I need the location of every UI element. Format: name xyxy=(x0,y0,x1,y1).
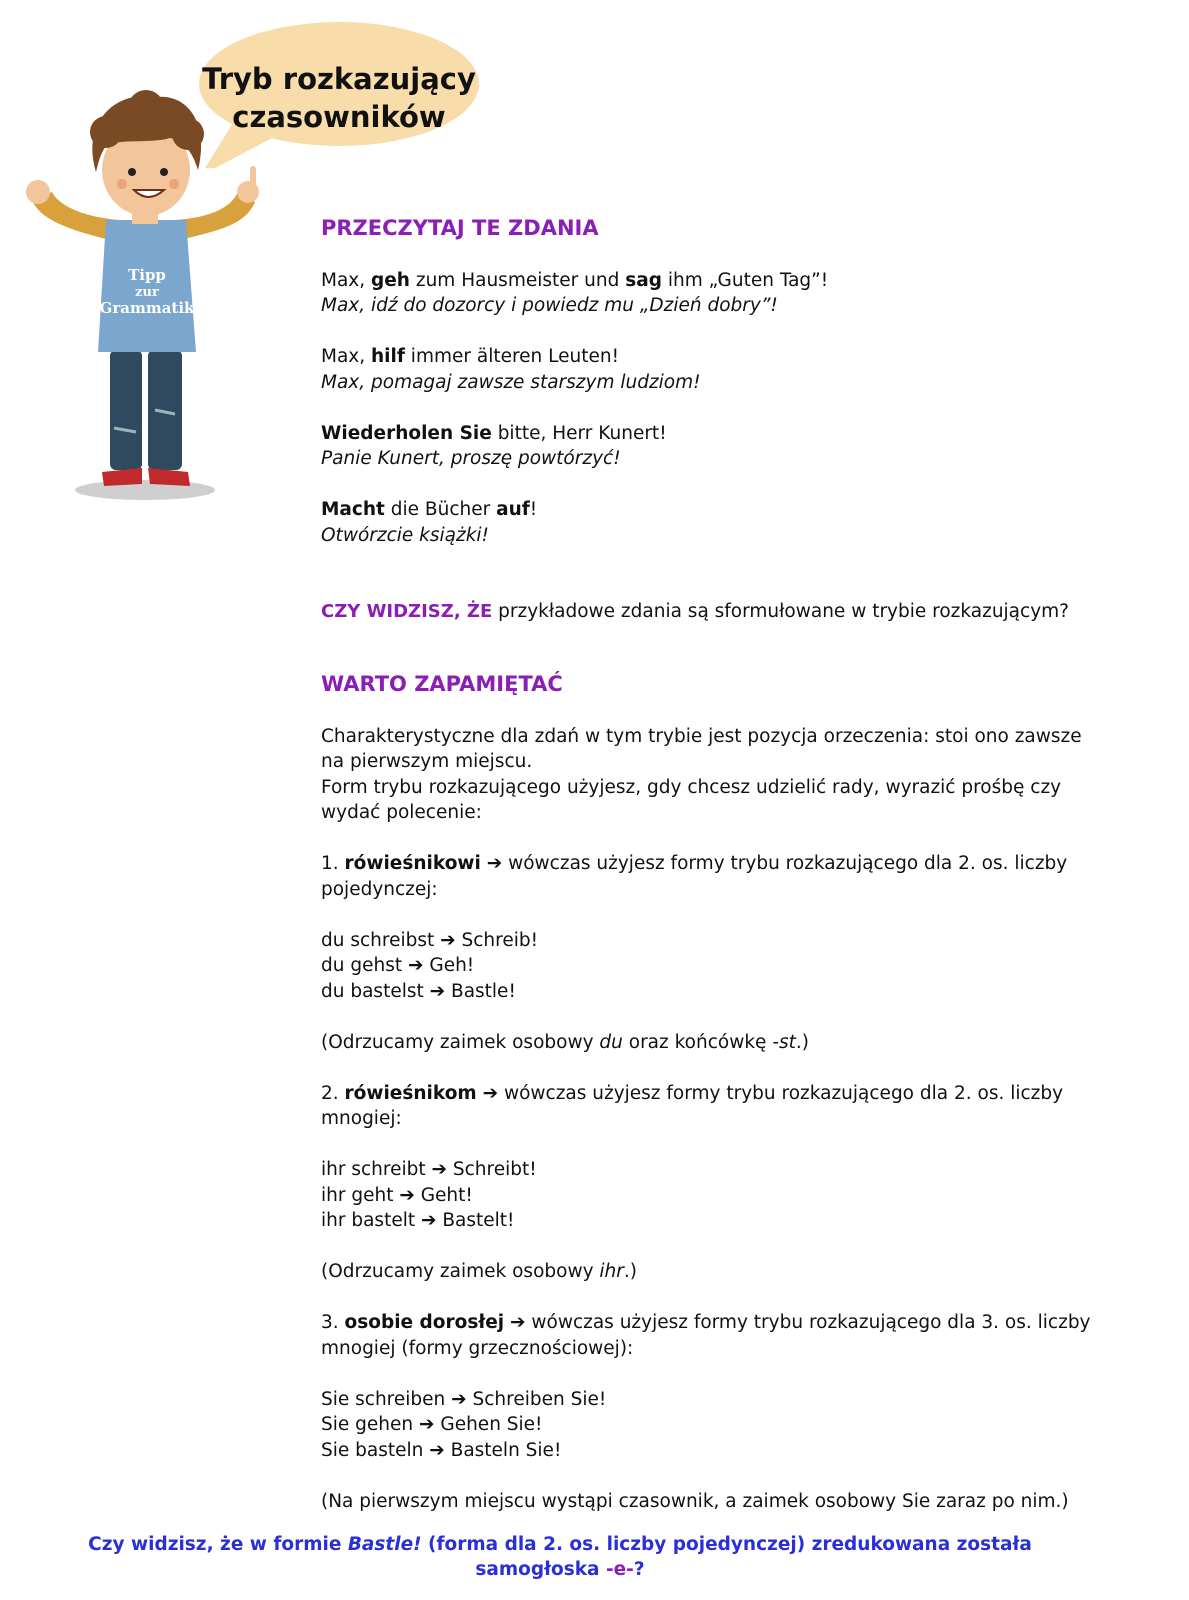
rule-3: 3. osobie dorosłej ➔ wówczas użyjesz formy trybu rozkazującego dla 3. os. liczby xyxy=(321,1312,1091,1333)
rule-3-example: Sie basteln ➔ Basteln Sie! xyxy=(321,1439,562,1461)
footer-line-1: Czy widzisz, że w formie Bastle! (forma dla 2. os. liczby pojedynczej) zredukowana została xyxy=(88,1534,1032,1555)
main-content xyxy=(321,214,1111,1514)
section-heading-remember: WARTO ZAPAMIĘTAĆ xyxy=(321,672,563,696)
example-2: Max, hilf immer älteren Leuten! xyxy=(321,346,620,367)
rule-2-example: ihr geht ➔ Geht! xyxy=(321,1184,473,1206)
example-1: Max, geh zum Hausmeister und sag ihm „Guten Tag”! xyxy=(321,269,829,291)
shirt-text-1: Tipp xyxy=(128,266,166,284)
rule-1-note: (Odrzucamy zaimek osobowy du oraz końcówkę -st.) xyxy=(321,1031,809,1053)
title-line-2: czasowników xyxy=(232,100,446,134)
rule-2-example: ihr bastelt ➔ Bastelt! xyxy=(321,1210,515,1231)
rule-1-line-2: pojedynczej: xyxy=(321,878,438,900)
example-3: Wiederholen Sie bitte, Herr Kunert! xyxy=(321,422,667,444)
rule-1: 1. rówieśnikowi ➔ wówczas użyjesz formy trybu rozkazującego dla 2. os. liczby xyxy=(321,853,1068,874)
example-1-translation: Max, idź do dozorcy i powiedz mu „Dzień dobry”! xyxy=(321,295,778,316)
example-4: Macht die Bücher auf! xyxy=(321,499,538,520)
footer-line-2: samogłoska -e-? xyxy=(475,1559,645,1580)
rule-2-line-2: mnogiej: xyxy=(321,1108,402,1129)
intro-line-1: Charakterystyczne dla zdań w tym trybie jest pozycja orzeczenia: stoi ono zawsze xyxy=(321,725,1082,747)
shirt-text-2: zur xyxy=(135,285,159,300)
rule-1-example: du schreibst ➔ Schreib! xyxy=(321,929,539,951)
example-3-translation: Panie Kunert, proszę powtórzyć! xyxy=(321,448,621,469)
rule-3-example: Sie gehen ➔ Gehen Sie! xyxy=(321,1414,543,1435)
intro-line-4: wydać polecenie: xyxy=(321,802,482,823)
question-line: CZY WIDZISZ, ŻE przykładowe zdania są sformułowane w trybie rozkazującym? xyxy=(321,601,1069,622)
example-4-translation: Otwórzcie książki! xyxy=(321,524,489,546)
rule-2: 2. rówieśnikom ➔ wówczas użyjesz formy trybu rozkazującego dla 2. os. liczby xyxy=(321,1082,1064,1104)
rule-3-note: (Na pierwszym miejscu wystąpi czasownik, a zaimek osobowy Sie zaraz po nim.) xyxy=(321,1490,1069,1512)
example-2-translation: Max, pomagaj zawsze starszym ludziom! xyxy=(321,371,701,393)
rule-3-example: Sie schreiben ➔ Schreiben Sie! xyxy=(321,1388,607,1410)
rule-1-example: du gehst ➔ Geh! xyxy=(321,955,475,976)
boy-mascot-illustration xyxy=(10,80,280,520)
section-heading-read: PRZECZYTAJ TE ZDANIA xyxy=(321,216,599,240)
rule-2-note: (Odrzucamy zaimek osobowy ihr.) xyxy=(321,1261,637,1282)
title-line-1: Tryb rozkazujący xyxy=(202,62,476,96)
intro-line-3: Form trybu rozkazującego użyjesz, gdy chcesz udzielić rady, wyrazić prośbę czy xyxy=(321,776,1062,798)
rule-1-example: du bastelst ➔ Bastle! xyxy=(321,980,516,1002)
intro-line-2: na pierwszym miejscu. xyxy=(321,751,533,772)
footer-question xyxy=(60,1532,1060,1582)
shirt-text-3: Grammatik xyxy=(99,299,195,317)
rule-2-example: ihr schreibt ➔ Schreibt! xyxy=(321,1159,537,1180)
rule-3-line-2: mnogiej (formy grzecznościowej): xyxy=(321,1337,634,1359)
